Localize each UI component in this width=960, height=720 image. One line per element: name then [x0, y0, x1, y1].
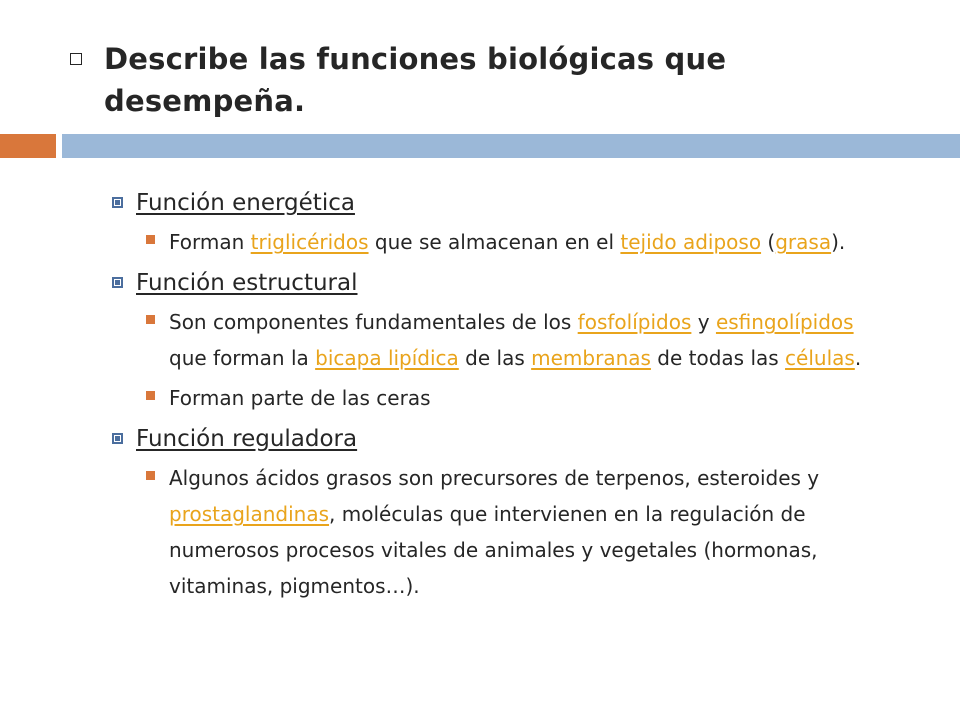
accent-bar-orange — [0, 134, 56, 158]
hyperlink[interactable]: células — [785, 346, 855, 370]
filled-square-bullet-icon — [146, 471, 155, 480]
list-item — [146, 224, 896, 260]
list-item — [146, 460, 896, 604]
section-heading-row — [112, 422, 932, 456]
hyperlink[interactable]: grasa — [775, 230, 832, 254]
square-bullet-icon — [112, 197, 123, 208]
hyperlink[interactable]: tejido adiposo — [620, 230, 762, 254]
section-heading: Función energética — [136, 190, 355, 216]
hyperlink[interactable]: membranas — [531, 346, 651, 370]
hyperlink[interactable]: bicapa lipídica — [315, 346, 459, 370]
square-bullet-icon — [112, 277, 123, 288]
list-item-text: Algunos ácidos grasos son precursores de terpenos, esteroides y prostaglandinas, moléculas que intervienen en la regulación de numerosos procesos vitales de animales y vegetales (hormonas, vitaminas, pigmentos…). — [169, 466, 820, 598]
section-heading: Función estructural — [136, 270, 358, 296]
list-item — [146, 380, 896, 416]
hyperlink[interactable]: fosfolípidos — [577, 310, 692, 334]
slide-title: Describe las funciones biológicas que desempeña. — [104, 42, 727, 118]
section-heading-row — [112, 266, 932, 300]
section-heading: Función reguladora — [136, 426, 358, 452]
square-bullet-icon — [112, 433, 123, 444]
accent-bar-blue — [62, 134, 960, 158]
list-item — [146, 304, 896, 376]
filled-square-bullet-icon — [146, 391, 155, 400]
filled-square-bullet-icon — [146, 315, 155, 324]
filled-square-bullet-icon — [146, 235, 155, 244]
hyperlink[interactable]: triglicéridos — [250, 230, 369, 254]
list-item-text: Son componentes fundamentales de los fosfolípidos y esfingolípidos que forman la bicapa lipídica de las membranas de todas las células. — [169, 310, 862, 370]
list-item-text: Forman triglicéridos que se almacenan en el tejido adiposo (grasa). — [169, 230, 846, 254]
hyperlink[interactable]: esfingolípidos — [715, 310, 854, 334]
list-item-text: Forman parte de las ceras — [169, 386, 431, 410]
square-bullet-icon — [70, 53, 82, 65]
slide-title-row — [70, 38, 930, 122]
section-heading-row — [112, 186, 932, 220]
hyperlink[interactable]: prostaglandinas — [169, 502, 330, 526]
slide-content — [112, 186, 932, 604]
